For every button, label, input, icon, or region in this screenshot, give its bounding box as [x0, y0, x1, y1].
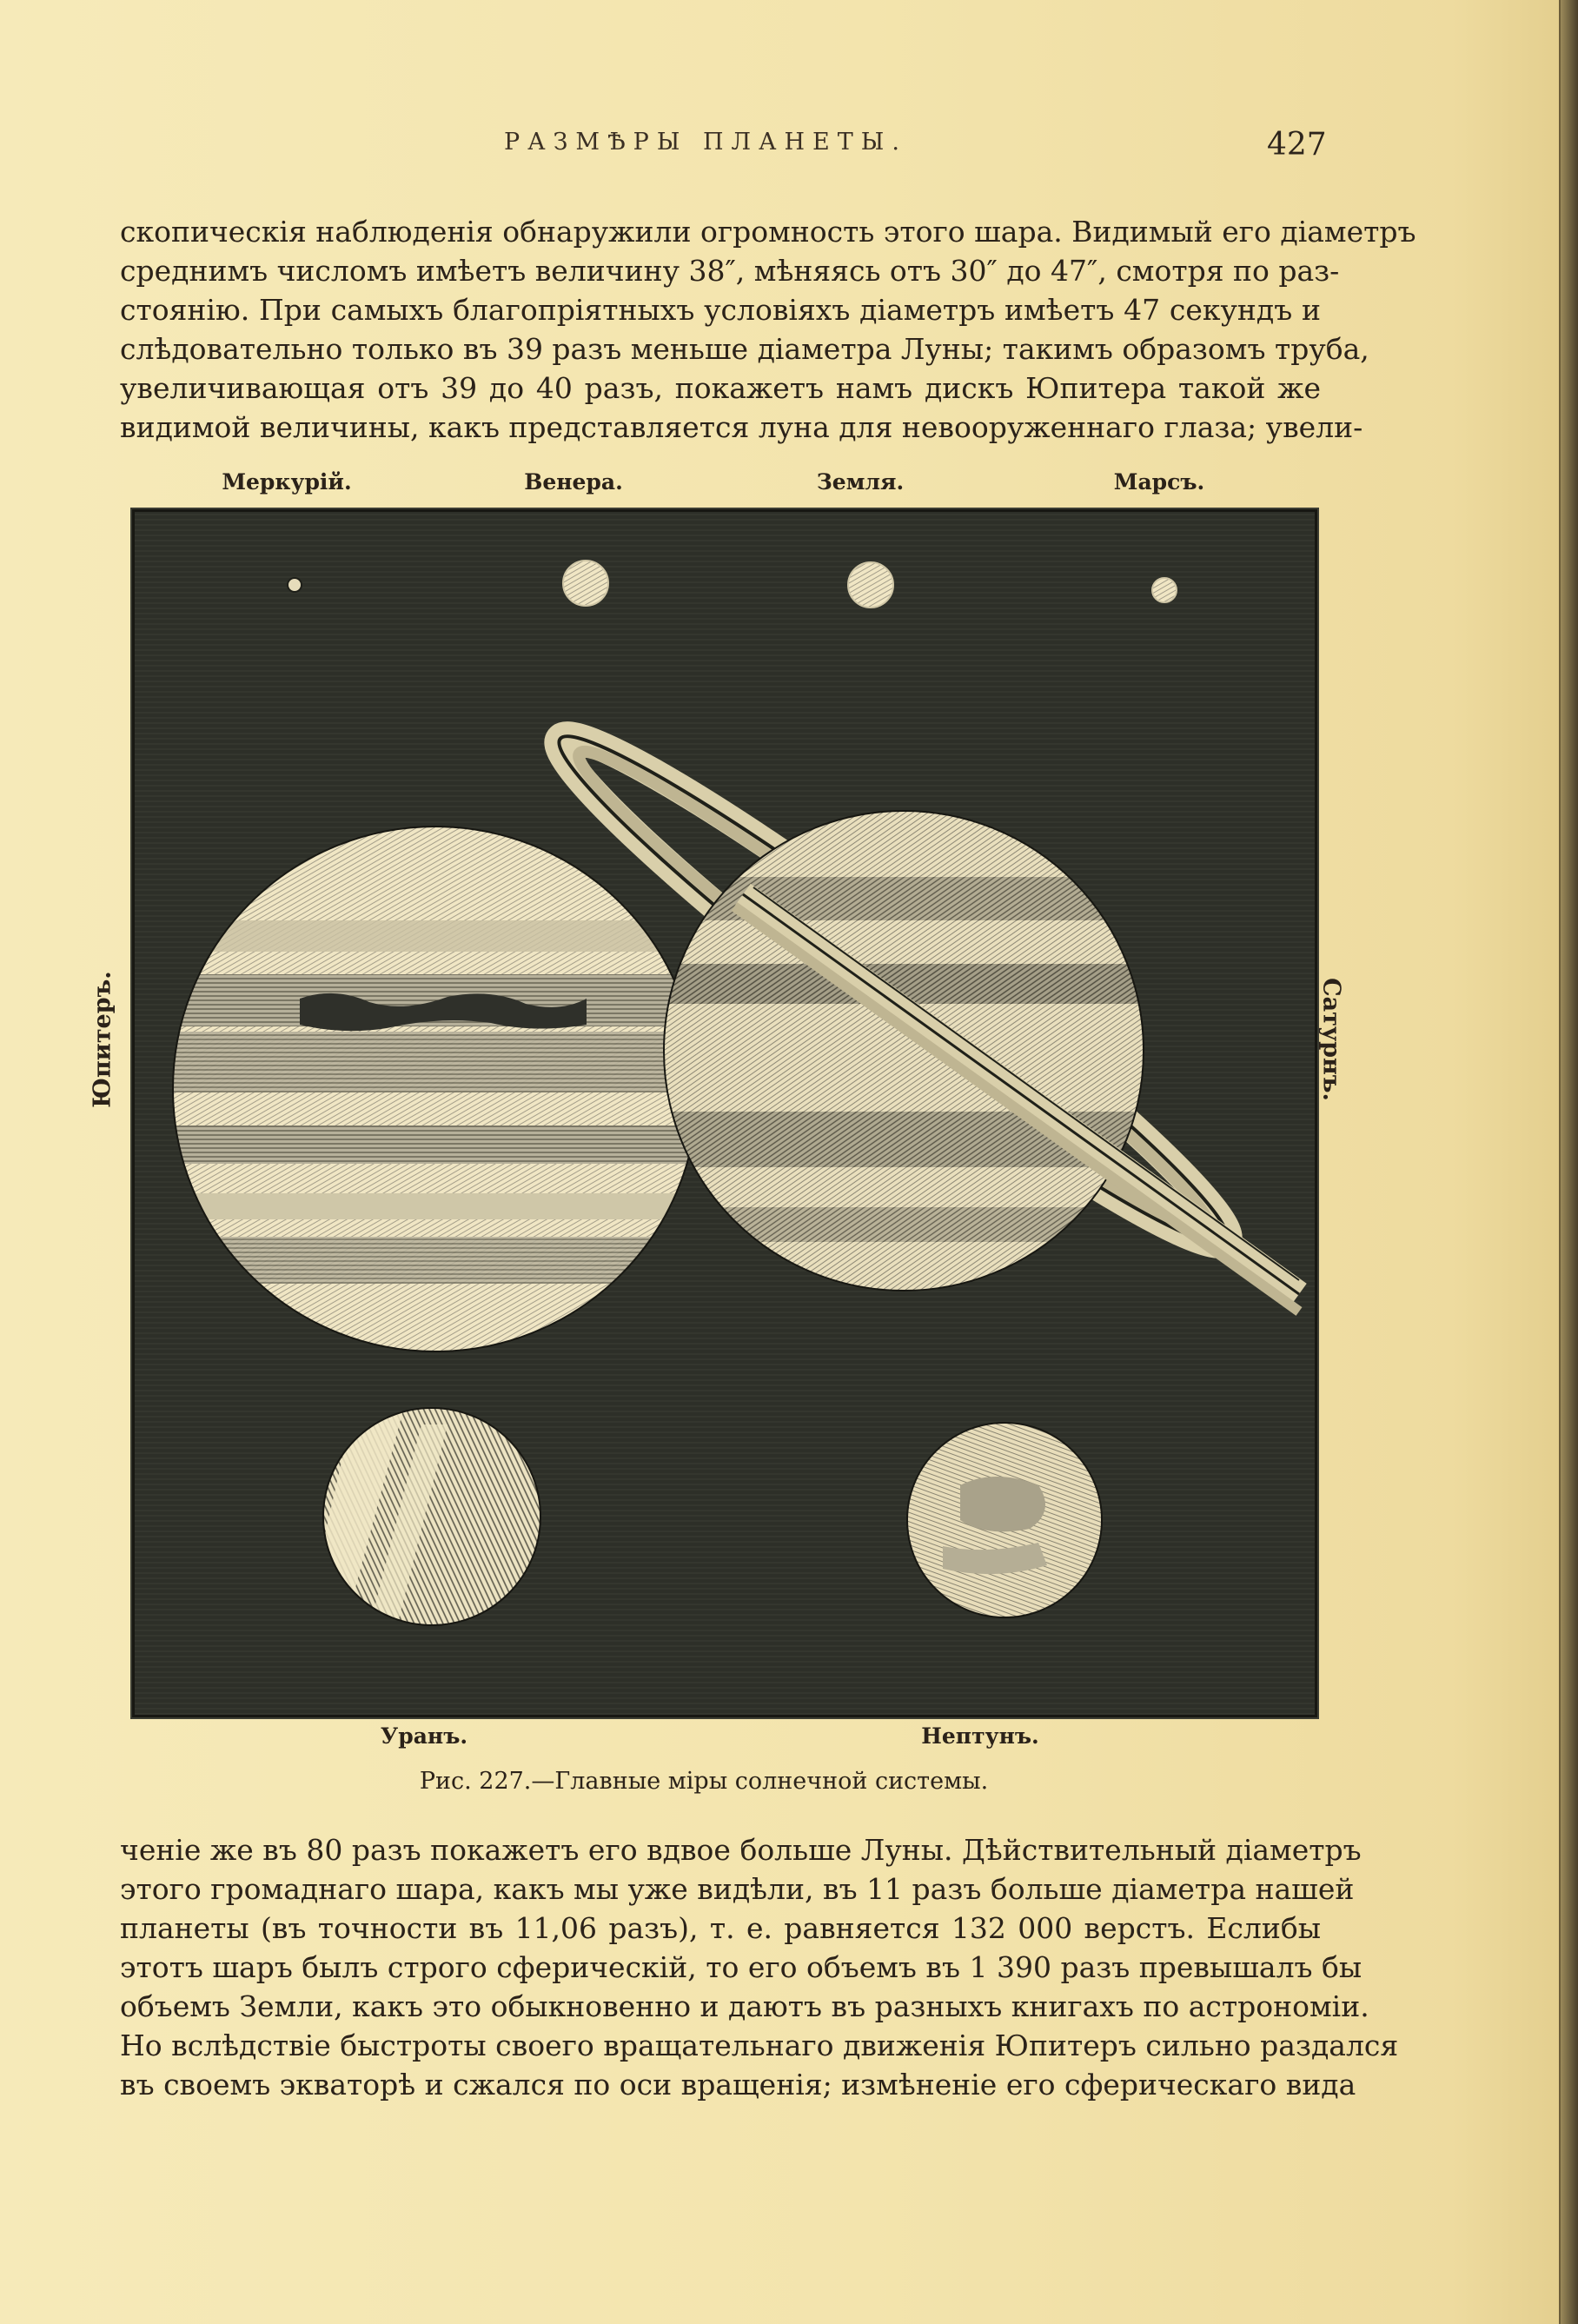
earth-disc [848, 562, 893, 608]
text-line: видимой величины, какъ представляется луна для невооруженнаго глаза; увели- [120, 410, 1363, 444]
mars-disc [1152, 578, 1177, 602]
text-line: слѣдовательно только въ 39 разъ меньше діаметра Луны; такимъ образомъ труба, [120, 332, 1369, 366]
neptune-disc [907, 1423, 1102, 1617]
label-jupiter: Юпитеръ. [89, 971, 116, 1108]
text-line: этотъ шаръ былъ строго сферическій, то его объемъ въ 1 390 разъ превышалъ бы [120, 1950, 1363, 1984]
text-line: объемъ Земли, какъ это обыкновенно и даютъ въ разныхъ книгахъ по астрономіи. [120, 1989, 1369, 2023]
text-line: въ своемъ экваторѣ и сжался по оси вращенія; измѣненіе его сферическаго вида [120, 2068, 1356, 2102]
text-line: этого громаднаго шара, какъ мы уже видѣли, въ 11 разъ больше діаметра нашей [120, 1872, 1355, 1906]
label-mercury: Меркурій. [222, 469, 352, 495]
running-head: РАЗМѢРЫ ПЛАНЕТЫ. [504, 129, 907, 156]
body-text-bottom [120, 1830, 1399, 2104]
page-number: 427 [1267, 127, 1327, 163]
label-mars: Марсъ. [1113, 469, 1205, 495]
text-line: увеличивающая отъ 39 до 40 разъ, покажетъ намъ дискъ Юпитера такой же [120, 371, 1321, 405]
label-earth: Земля. [816, 469, 905, 495]
label-venus: Венера. [524, 469, 623, 495]
text-line: ченіе же въ 80 разъ покажетъ его вдвое больше Луны. Дѣйствительный діаметръ [120, 1833, 1362, 1867]
label-uranus: Уранъ. [380, 1723, 468, 1749]
text-line: среднимъ числомъ имѣетъ величину 38″, мѣняясь отъ 30″ до 47″, смотря по раз- [120, 254, 1340, 288]
body-text-top [120, 212, 1416, 447]
label-neptune: Нептунъ. [921, 1723, 1039, 1749]
label-saturn: Сатурнъ. [1317, 978, 1345, 1101]
venus-disc [563, 561, 608, 606]
text-line: стоянію. При самыхъ благопріятныхъ условіяхъ діаметръ имѣетъ 47 секундъ и [120, 293, 1321, 327]
text-line: Но вслѣдствіе быстроты своего вращательнаго движенія Юпитеръ сильно раздался [120, 2029, 1399, 2062]
figure-caption: Рис. 227.—Главные міры солнечной системы. [419, 1768, 989, 1795]
mercury-disc [288, 578, 302, 592]
text-line: планеты (въ точности въ 11,06 разъ), т. е. равняется 132 000 верстъ. Еслибы [120, 1911, 1321, 1945]
text-line: скопическія наблюденія обнаружили огромность этого шара. Видимый его діаметръ [120, 215, 1416, 249]
planets-illustration [132, 509, 1317, 1717]
